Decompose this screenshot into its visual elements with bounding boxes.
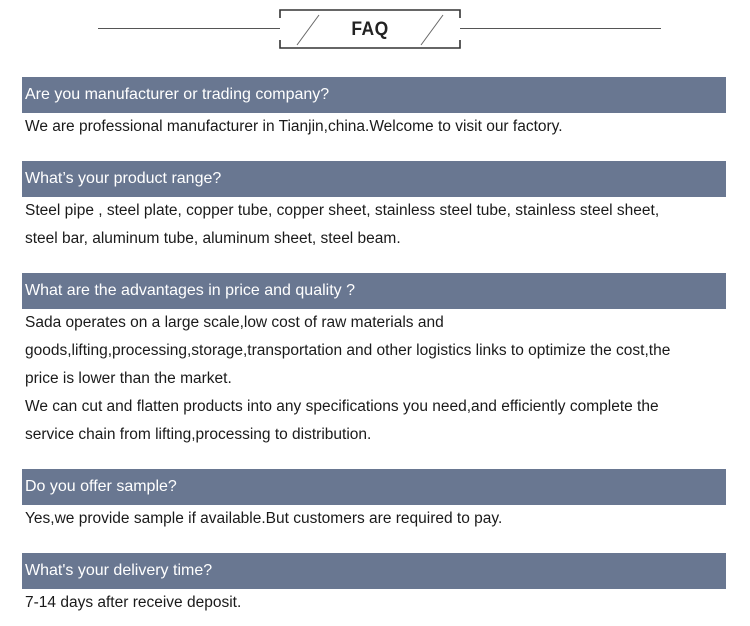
faq-answer-line: Yes,we provide sample if available.But customers are required to pay. bbox=[25, 510, 503, 527]
faq-answer bbox=[22, 309, 726, 449]
faq-answer-line: goods,lifting,processing,storage,transportation and other logistics links to optimize the cost,the bbox=[25, 342, 671, 359]
faq-question: Do you offer sample? bbox=[22, 469, 726, 505]
faq-item-sample bbox=[22, 469, 726, 533]
faq-answer bbox=[22, 197, 726, 253]
faq-title-frame bbox=[279, 9, 461, 49]
faq-answer bbox=[22, 505, 726, 533]
page-title: FAQ bbox=[351, 19, 389, 40]
faq-answer-line: We are professional manufacturer in Tianjin,china.Welcome to visit our factory. bbox=[25, 118, 563, 135]
faq-question: Are you manufacturer or trading company? bbox=[22, 77, 726, 113]
faq-header bbox=[0, 0, 750, 60]
faq-item-manufacturer bbox=[22, 77, 726, 141]
faq-answer-line: 7-14 days after receive deposit. bbox=[25, 594, 242, 611]
faq-answer bbox=[22, 589, 726, 617]
faq-question: What are the advantages in price and quality ? bbox=[22, 273, 726, 309]
faq-answer-line: Sada operates on a large scale,low cost of raw materials and bbox=[25, 314, 444, 331]
faq-answer-line: steel bar, aluminum tube, aluminum sheet, steel beam. bbox=[25, 230, 401, 247]
header-divider-right bbox=[460, 28, 661, 29]
faq-answer-line: We can cut and flatten products into any specifications you need,and efficiently complete the bbox=[25, 398, 659, 415]
faq-item-product-range bbox=[22, 161, 726, 253]
header-divider-left bbox=[98, 28, 280, 29]
faq-question: What's your delivery time? bbox=[22, 553, 726, 589]
faq-question: What’s your product range? bbox=[22, 161, 726, 197]
faq-answer-line: price is lower than the market. bbox=[25, 370, 232, 387]
faq-answer-line: service chain from lifting,processing to distribution. bbox=[25, 426, 372, 443]
faq-item-advantages bbox=[22, 273, 726, 449]
faq-item-delivery-time bbox=[22, 553, 726, 617]
faq-answer bbox=[22, 113, 726, 141]
faq-answer-line: Steel pipe , steel plate, copper tube, copper sheet, stainless steel tube, stainless steel sheet, bbox=[25, 202, 660, 219]
